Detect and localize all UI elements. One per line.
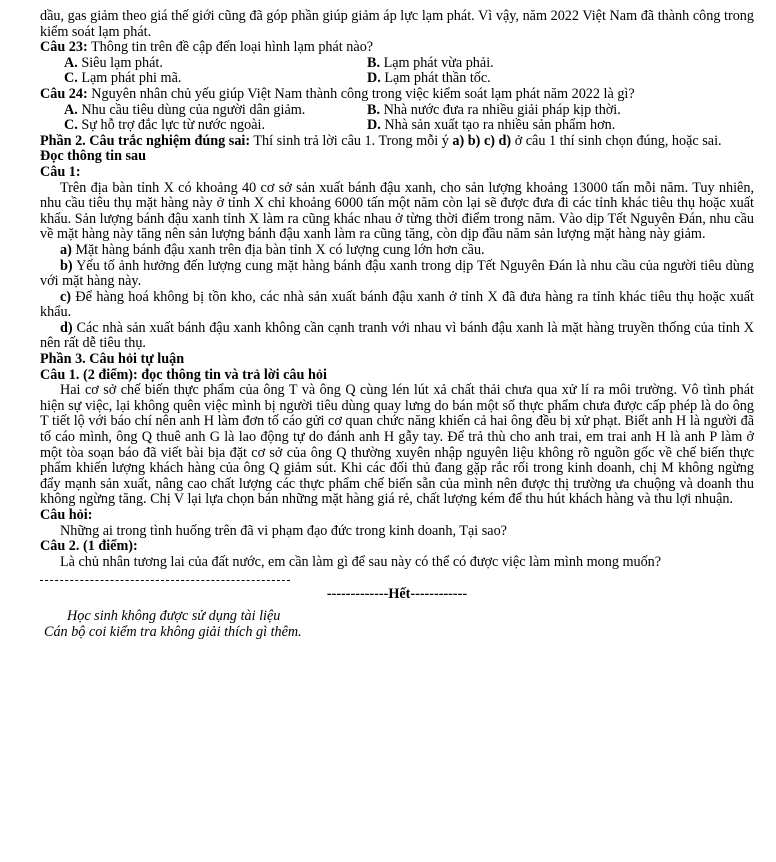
- question-23-label: Câu 23:: [40, 39, 88, 56]
- part-3-story: Hai cơ sở chế biến thực phẩm của ông T và ông Q cùng lén lút xả chất thải chưa qua xử lí ra môi trường. Vô tình phát hiện sự việc, lại không quên việc mình bị người tiêu dùng quay lưng do bán một số thực phẩm chưa được cấp phép là do ông T tiết lộ với báo chí nên anh H làm đơn tố cáo gửi cơ quan chức năng khiến cả hai ông đều bị xử phạt. Biết anh H là người đã tố cáo mình, ông Q thuê anh G là lao động tự do đánh anh H gẫy tay. Để trả thù cho anh trai, em trai anh H là anh P làm ở một tòa soạn báo đã viết bài bịa đặt cơ sở của ông Q thường xuyên nhập nguyên liệu không rõ nguồn gốc về chế biến thực phẩm khiến lượng khách hàng của ông Q giảm sút. Khi các đối thủ đang gặp rắc rối trong kinh doanh, chị M không ngừng đẩy mạnh sản xuất, nâng cao chất lượng các thực phẩm chế biến sẵn của mình nên được thị trường ưa chuộng và doanh thu không ngừng tăng. Chị V lại lựa chọn bán những mặt hàng giá rẻ, chất lượng kém để thu hút khách hàng và thu lợi nhuận.: [40, 382, 754, 508]
- option-key: A.: [64, 54, 78, 71]
- statement-text: Mặt hàng bánh đậu xanh trên địa bàn tỉnh X có lượng cung lớn hơn cầu.: [71, 241, 485, 258]
- option-key: C.: [64, 70, 78, 87]
- part-3-question-1-heading: Câu 1. (2 điểm): đọc thông tin và trả lời câu hỏi: [40, 366, 327, 383]
- option-a: [64, 103, 367, 119]
- option-key: C.: [64, 117, 78, 134]
- question-24: [40, 87, 754, 103]
- instruction-text: Thí sinh trả lời câu 1. Trong mỗi ý: [250, 132, 453, 149]
- option-text: Sự hỗ trợ đắc lực từ nước ngoài.: [77, 117, 266, 134]
- instruction-keys: a) b) c) d): [452, 132, 512, 149]
- question-24-options-row-1: [40, 103, 754, 119]
- question-24-text: Nguyên nhân chủ yếu giúp Việt Nam thành công trong việc kiểm soát lạm phát năm 2022 là gì?: [87, 85, 635, 102]
- footer-note-2: Cán bộ coi kiểm tra không giải thích gì thêm.: [44, 623, 302, 640]
- question-23-text: Thông tin trên đề cập đến loại hình lạm phát nào?: [87, 39, 374, 56]
- statement-d: [40, 321, 754, 352]
- statement-key: b): [60, 257, 73, 274]
- option-text: Lạm phát vừa phải.: [380, 54, 494, 71]
- option-b: [367, 56, 494, 72]
- question-24-label: Câu 24:: [40, 85, 88, 102]
- option-key: B.: [367, 101, 381, 118]
- read-heading: Đọc thông tin sau: [40, 148, 147, 165]
- statement-text: Để hàng hoá không bị tồn kho, các nhà sản xuất bánh đậu xanh ở tỉnh X đã đưa hàng ra tỉnh khác tiêu thụ hoặc xuất khẩu.: [40, 288, 754, 321]
- statement-c: [40, 290, 754, 321]
- option-c: [64, 71, 367, 87]
- part-2-title: Phần 2. Câu trắc nghiệm đúng sai:: [40, 132, 251, 149]
- option-key: A.: [64, 101, 78, 118]
- footer-note-1: Học sinh không được sử dụng tài liệu: [67, 607, 281, 624]
- option-d: [367, 71, 491, 87]
- part-2-instructions: [40, 134, 754, 150]
- intro-paragraph: dầu, gas giảm theo giá thế giới cũng đã góp phần giúp giảm áp lực lạm phát. Vì vậy, năm 2022 Việt Nam đã thành công trong kiểm soát lạm phát.: [40, 8, 754, 40]
- question-23-options-row-2: [40, 71, 754, 87]
- part-2-passage: Trên địa bàn tỉnh X có khoảng 40 cơ sở sản xuất bánh đậu xanh, cho sản lượng khoảng 13000 tấn mỗi năm. Tuy nhiên, nhu cầu tiêu thụ mặt hàng này ở tỉnh X chỉ khoảng 6000 tấn một năm còn lại sẽ được đưa đi các tỉnh khác tiêu thụ hoặc xuất khẩu. Sản lượng bánh đậu xanh tỉnh X làm ra cũng khác nhau ở từng thời điểm trong năm. Vào dịp Tết Nguyên Đán, nhu cầu về mặt hàng này tăng nên sản lượng bánh đậu xanh làm ra cũng tăng, còn dịp đầu năm sản lượng mặt hàng này giảm.: [40, 179, 754, 243]
- question-label: Câu hỏi:: [40, 507, 93, 523]
- divider: [40, 570, 290, 581]
- statement-text: Yếu tố ảnh hưởng đến lượng cung mặt hàng bánh đậu xanh trong dịp Tết Nguyên Đán là nhu cầu của người tiêu dùng với mặt hàng này.: [40, 257, 754, 290]
- option-text: Siêu lạm phát.: [77, 54, 163, 71]
- option-c: [64, 118, 367, 134]
- part-3-title: Phần 3. Câu hỏi tự luận: [40, 351, 185, 368]
- option-text: Lạm phát phi mã.: [77, 70, 182, 87]
- option-text: Nhà sản xuất tạo ra nhiều sản phẩm hơn.: [380, 117, 616, 134]
- option-a: [64, 56, 367, 72]
- option-text: Nhà nước đưa ra nhiều giải pháp kịp thời.: [380, 101, 621, 118]
- statement-b: [40, 259, 754, 290]
- option-text: Nhu cầu tiêu dùng của người dân giảm.: [77, 101, 306, 118]
- option-d: [367, 118, 615, 134]
- part-3-question-2-heading: Câu 2. (1 điểm):: [40, 538, 138, 555]
- statement-key: c): [60, 288, 72, 305]
- option-text: Lạm phát thần tốc.: [380, 70, 491, 87]
- end-marker: -------------Hết------------: [326, 586, 468, 603]
- statement-key: a): [60, 241, 72, 258]
- part-3-question-2-text: Là chủ nhân tương lai của đất nước, em cần làm gì để sau này có thể có được việc làm mình mong muốn?: [60, 553, 662, 570]
- part-2-question-1-label: Câu 1:: [40, 163, 81, 180]
- instruction-text: ở câu 1 thí sinh chọn đúng, hoặc sai.: [511, 132, 722, 149]
- statement-a: [40, 243, 754, 259]
- option-key: D.: [367, 70, 381, 87]
- question-23: [40, 40, 754, 56]
- option-key: B.: [367, 54, 381, 71]
- option-key: D.: [367, 117, 381, 134]
- statement-text: Các nhà sản xuất bánh đậu xanh không cần cạnh tranh với nhau vì bánh đậu xanh là mặt hàng truyền thống của tỉnh X nên rất dễ tiêu thụ.: [40, 319, 754, 352]
- exam-page: [40, 9, 754, 640]
- option-b: [367, 103, 621, 119]
- statement-key: d): [60, 319, 73, 336]
- question-23-options-row-1: [40, 56, 754, 72]
- question-text: Những ai trong tình huống trên đã vi phạm đạo đức trong kinh doanh, Tại sao?: [60, 522, 507, 539]
- question-24-options-row-2: [40, 118, 754, 134]
